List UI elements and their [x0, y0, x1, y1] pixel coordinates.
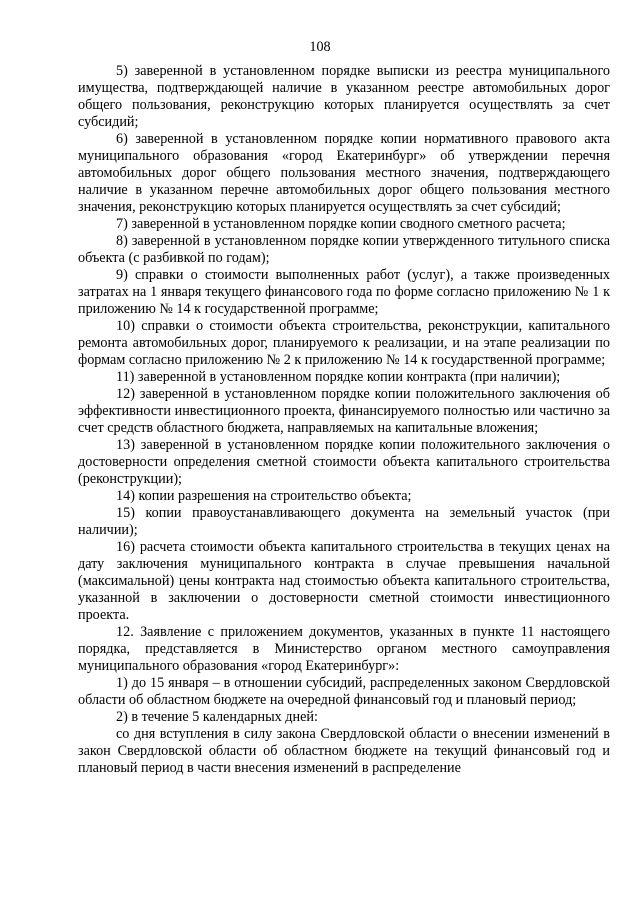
paragraph-item-13: 13) заверенной в установленном порядке копии положительного заключения о достоверности определения сметной стоимости объекта капитального строительства (реконструкции);: [78, 437, 610, 487]
paragraph-clause-12: 12. Заявление с приложением документов, указанных в пункте 11 настоящего порядка, представляется в Министерство органом местного самоуправления муниципального образования «город Екатеринбург»:: [78, 624, 610, 674]
paragraph-item-10: 10) справки о стоимости объекта строительства, реконструкции, капитального ремонта автомобильных дорог, планируемого к реализации, и на этапе реализации по формам согласно приложению № 2 к приложению № 14 к государственной программе;: [78, 318, 610, 368]
document-body: [78, 63, 610, 777]
paragraph-item-15: 15) копии правоустанавливающего документа на земельный участок (при наличии);: [78, 505, 610, 538]
paragraph-item-9: 9) справки о стоимости выполненных работ (услуг), а также произведенных затратах на 1 января текущего финансового года по форме согласно приложению № 1 к приложению № 14 к государственной программе;: [78, 267, 610, 317]
paragraph-continuation: со дня вступления в силу закона Свердловской области о внесении изменений в закон Свердловской области об областном бюджете на текущий финансовый год и плановый период в части внесения изменений в распределение: [78, 726, 610, 776]
page-number: 108: [309, 39, 331, 55]
paragraph-item-7: 7) заверенной в установленном порядке копии сводного сметного расчета;: [116, 216, 566, 232]
paragraph-subitem-1: 1) до 15 января – в отношении субсидий, распределенных законом Свердловской области об областном бюджете на очередной финансовый год и плановый период;: [78, 675, 610, 708]
paragraph-item-16: 16) расчета стоимости объекта капитального строительства в текущих ценах на дату заключения муниципального контракта в случае превышения начальной (максимальной) цены контракта над стоимостью объекта капитального строительства, указанной в заключении о достоверности сметной стоимости инвестиционного проекта.: [78, 539, 610, 623]
paragraph-item-11: 11) заверенной в установленном порядке копии контракта (при наличии);: [116, 369, 561, 385]
paragraph-subitem-2: 2) в течение 5 календарных дней:: [116, 709, 318, 725]
paragraph-item-5: 5) заверенной в установленном порядке выписки из реестра муниципального имущества, подтверждающей наличие в указанном реестре автомобильных дорог общего пользования, реконструкцию которых планируется осуществлять за счет субсидий;: [78, 63, 610, 130]
paragraph-item-8: 8) заверенной в установленном порядке копии утвержденного титульного списка объекта (с разбивкой по годам);: [78, 233, 610, 266]
paragraph-item-14: 14) копии разрешения на строительство объекта;: [116, 488, 412, 504]
paragraph-item-6: 6) заверенной в установленном порядке копии нормативного правового акта муниципального образования «город Екатеринбург» об утверждении перечня автомобильных дорог общего пользования местного значения, подтверждающего наличие в указанном перечне автомобильных дорог общего пользования местного значения, реконструкцию которых планируется осуществлять за счет субсидий;: [78, 131, 610, 215]
paragraph-item-12: 12) заверенной в установленном порядке копии положительного заключения об эффективности инвестиционного проекта, финансируемого полностью или частично за счет средств областного бюджета, направляемых на капитальные вложения;: [78, 386, 610, 436]
